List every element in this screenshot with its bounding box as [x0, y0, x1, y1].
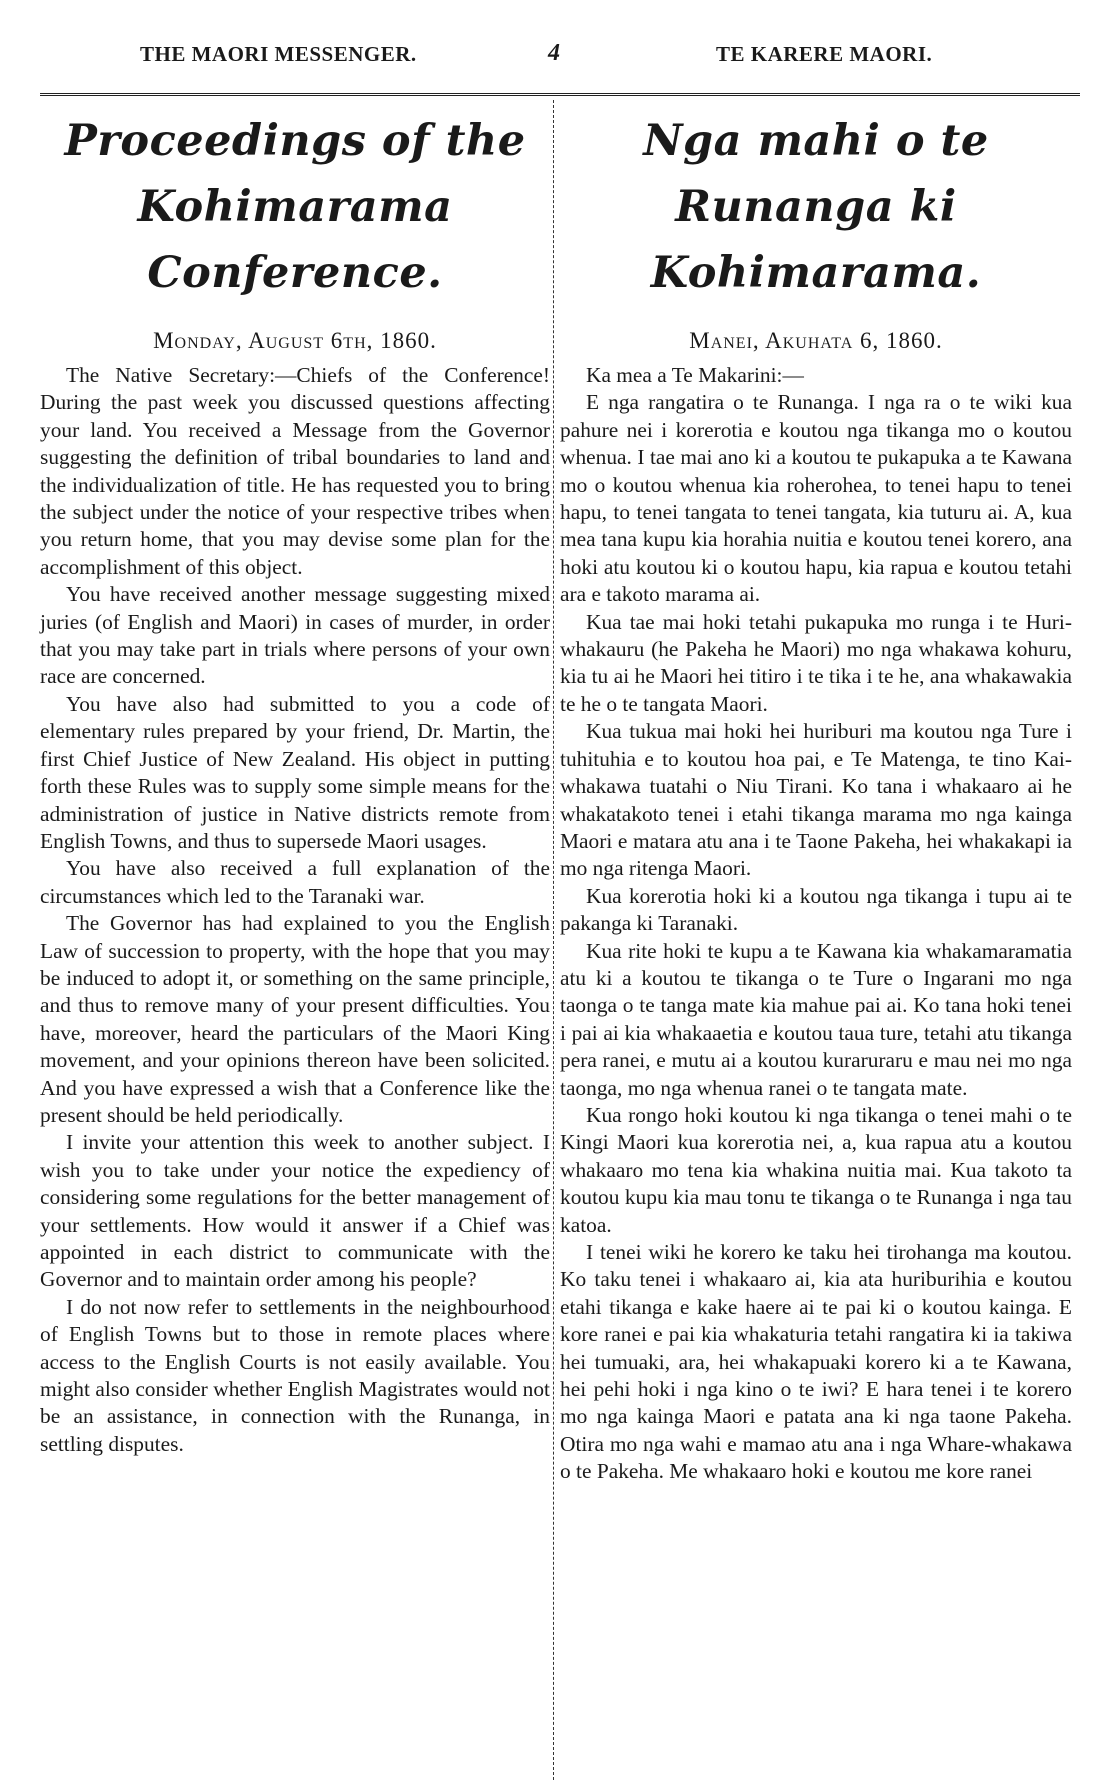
- maori-paragraph: Kua tukua mai hoki hei huriburi ma koutou nga Ture i tuhituhia e to koutou hoa pai, e Te Matenga, te tino Kai-whakawa tuatahi o Niu Tirani. Ko tana i whakaaro ai he whakatakoto tenei i etahi tikanga marama mo nga kainga Maori e matara atu ana i te Taone Pakeha, hei whakakapi ia mo nga ritenga Maori.: [560, 719, 1072, 881]
- column-divider: [553, 100, 554, 1780]
- maori-paragraph: I tenei wiki he korero ke taku hei tirohanga ma koutou. Ko taku tenei i whakaaro ai, kia ata huriburihia e koutou etahi tikanga e kake haere ai te pai ki o koutou kainga. E kore ranei e pai kia whakaturia tetahi rangatira ki ia takiwa hei tumuaki, ara, hei whakapuaki korero ki a te Kawana, hei pehi hoki i nga kino o te iwi? E hara tenei i te korero mo nga kainga Maori e patata ana ki nga taone Pakeha. Otira mo nga wahi e mamao atu ana i nga Whare-whakawa o te Pakeha. Me whakaaro hoki e koutou me kore ranei: [560, 1240, 1072, 1484]
- english-paragraph: You have also received a full explanation of the circumstances which led to the Taranaki war.: [40, 856, 550, 908]
- english-paragraph: The Governor has had explained to you the English Law of succession to property, with the hope that you may be induced to adopt it, or something on the same principle, and thus to remove many of your present difficulties. You have, moreover, heard the particulars of the Maori King movement, and your opinions thereon have been solicited. And you have expressed a wish that a Conference like the present should be held periodically.: [40, 911, 550, 1127]
- header-rule: [40, 93, 1080, 96]
- maori-paragraph: Kua tae mai hoki tetahi pukapuka mo runga i te Huri-whakauru (he Pakeha he Maori) mo nga whakawa kohuru, kia tu ai he Maori hei titiro i te tika i te he, ana whakawakia te he o te tangata Maori.: [560, 609, 1072, 716]
- header-maori-title: TE KARERE MAORI.: [716, 42, 933, 66]
- maori-paragraph: E nga rangatira o te Runanga. I nga ra o te wiki kua pahure nei i korerotia e koutou nga tikanga mo o koutou whenua. I tae mai ano ki a koutou te pukapuka a te Kawana mo o koutou whenua kia roherohea, to tenei hapu to tenei hapu, to tenei tangata to tenei tangata, kia tuturu ai. A, kua mea tana kupu kia horahia nuitia e koutou tenei korero, ana hoki atu koutou ki o koutou hapu, kia rapua e koutou tetahi ara e takoto marama ai.: [560, 390, 1072, 607]
- maori-title: Nga mahi o te Runanga ki Kohimarama.: [643, 116, 989, 298]
- english-paragraph: I do not now refer to settlements in the neighbourhood of English Towns but to those in remote places where access to the English Courts is not easily available. You might also consider whether English Magistrates would not be an assistance, in connection with the Runanga, in settling disputes.: [40, 1294, 550, 1456]
- maori-paragraph: Kua rongo hoki koutou ki nga tikanga o tenei mahi o te Kingi Maori kua korerotia nei, a, kua rapua atu a koutou whakaaro mo tena kia whakina nuitia mai. Kua takoto ta koutou kupu kia mau tonu te tikanga o te Runanga i nga tau katoa.: [560, 1102, 1072, 1237]
- page-header: [40, 34, 1080, 74]
- maori-column: [560, 100, 1072, 1486]
- english-paragraph: I invite your attention this week to another subject. I wish you to take under your notice the expediency of considering some regulations for the better management of your settlements. How would it answer if a Chief was appointed in each district to communicate with the Governor and to maintain order among his people?: [40, 1130, 550, 1292]
- english-paragraph: The Native Secretary:—Chiefs of the Conference! During the past week you discussed questions affecting your land. You received a Message from the Governor suggesting the definition of tribal boundaries to land and the individualization of title. He has requested you to bring the subject under the notice of your respective tribes when you return home, that you may devise some plan for the accomplishment of this object.: [40, 363, 550, 579]
- maori-date: Manei, Akuhata 6, 1860.: [689, 328, 943, 353]
- header-english-title: THE MAORI MESSENGER.: [140, 42, 417, 66]
- english-paragraph: You have also had submitted to you a code of elementary rules prepared by your friend, Dr. Martin, the first Chief Justice of New Zealand. His object in putting forth these Rules was to supply some simple means for the administration of justice in Native districts remote from English Towns, and thus to supersede Maori usages.: [40, 691, 550, 853]
- maori-paragraph: Kua rite hoki te kupu a te Kawana kia whakamaramatia atu ki a koutou te tikanga o te Ture o Ingarani mo nga taonga o te tanga mate kia mahue pai ai. Ko tana hoki tenei i pai ai kia whakaaetia e koutou taua ture, tetahi atu tikanga pera ranei, e mutu ai a koutou kuraruraru e mau nei mo nga taonga, mo nga whenua ranei o te tangata mate.: [560, 938, 1072, 1100]
- maori-paragraph: Ka mea a Te Makarini:—: [586, 363, 804, 387]
- english-column: [40, 100, 550, 1458]
- english-paragraph: You have received another message suggesting mixed juries (of English and Maori) in cases of murder, in order that you may take part in trials where persons of your own race are concerned.: [40, 582, 550, 689]
- english-title: Proceedings of the Kohimarama Conference.: [64, 116, 526, 298]
- page-number: 4: [548, 40, 561, 66]
- maori-paragraph: Kua korerotia hoki ki a koutou nga tikanga i tupu ai te pakanga ki Taranaki.: [560, 883, 1072, 936]
- english-date: Monday, August 6th, 1860.: [153, 328, 437, 353]
